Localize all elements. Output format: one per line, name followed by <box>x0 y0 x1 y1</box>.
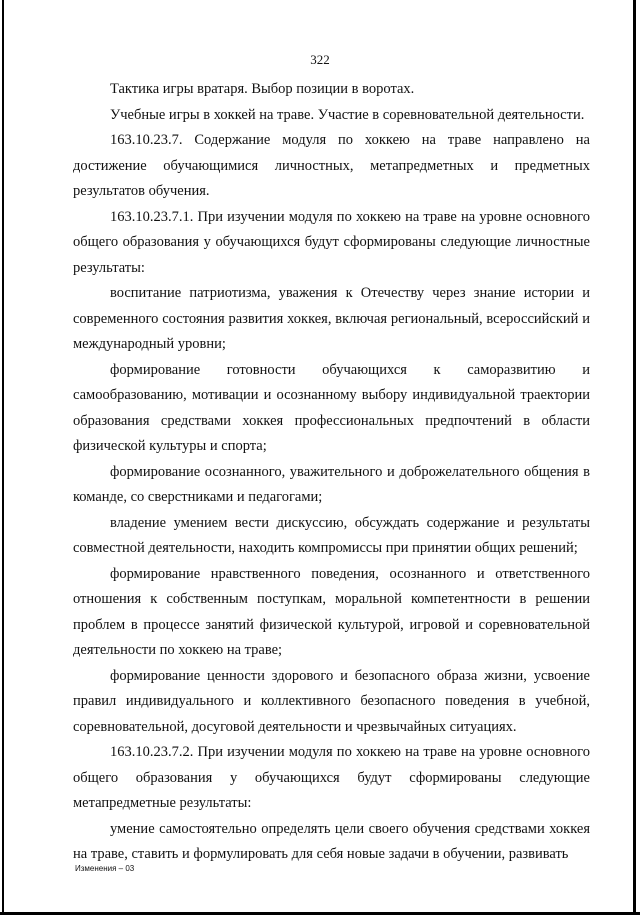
paragraph-module-content: 163.10.23.7. Содержание модуля по хоккею на траве направлено на достижение обучающимися личностных, метапредметных и предметных результатов обучения. <box>73 132 590 199</box>
paragraph-healthy-lifestyle: формирование ценности здорового и безопасного образа жизни, усвоение правил индивидуального и коллективного безопасного поведения в учебной, соревновательной, досуговой деятельности и чрезвычайных ситуациях. <box>73 667 590 735</box>
paragraph-goal-setting: умение самостоятельно определять цели своего обучения средствами хоккея на траве, ставить и формулировать для себя новые задачи в обучении, развивать <box>73 820 590 862</box>
paragraph-self-development: формирование готовности обучающихся к саморазвитию и самообразованию, мотивации и осознанному выбору индивидуальной траектории образования средствами хоккея профессиональных предпочтений в области физической культуры и спорта; <box>73 361 590 454</box>
scan-border-left <box>2 0 4 915</box>
paragraph-moral-behavior: формирование нравственного поведения, осознанного и ответственного отношения к собственным поступкам, моральной компетентности в решении проблем в процессе занятий физической культурой, игровой и соревновательной деятельности по хоккею на траве; <box>73 565 590 658</box>
footer-revision-note: Изменения – 03 <box>75 864 135 873</box>
scan-border-right <box>633 0 636 915</box>
paragraph-patriotism: воспитание патриотизма, уважения к Отечеству через знание истории и современного состояния развития хоккея, включая региональный, всероссийский и международный уровни; <box>73 285 590 352</box>
paragraph-training-games: Учебные игры в хоккей на траве. Участие в соревновательной деятельности. <box>110 106 585 123</box>
paragraph-goalkeeper-tactics: Тактика игры вратаря. Выбор позиции в воротах. <box>110 81 415 97</box>
paragraph-metasubject-results-intro: 163.10.23.7.2. При изучении модуля по хоккею на траве на уровне основного общего образования у обучающихся будут сформированы следующие метапредметные результаты: <box>73 744 590 811</box>
document-body <box>73 77 590 868</box>
paragraph-communication: формирование осознанного, уважительного и доброжелательного общения в команде, со сверстниками и педагогами; <box>73 463 590 505</box>
paragraph-personal-results-intro: 163.10.23.7.1. При изучении модуля по хоккею на траве на уровне основного общего образования у обучающихся будут сформированы следующие личностные результаты: <box>73 208 590 276</box>
paragraph-discussion: владение умением вести дискуссию, обсуждать содержание и результаты совместной деятельности, находить компромиссы при принятии общих решений; <box>73 514 590 556</box>
page-number: 322 <box>310 52 330 67</box>
